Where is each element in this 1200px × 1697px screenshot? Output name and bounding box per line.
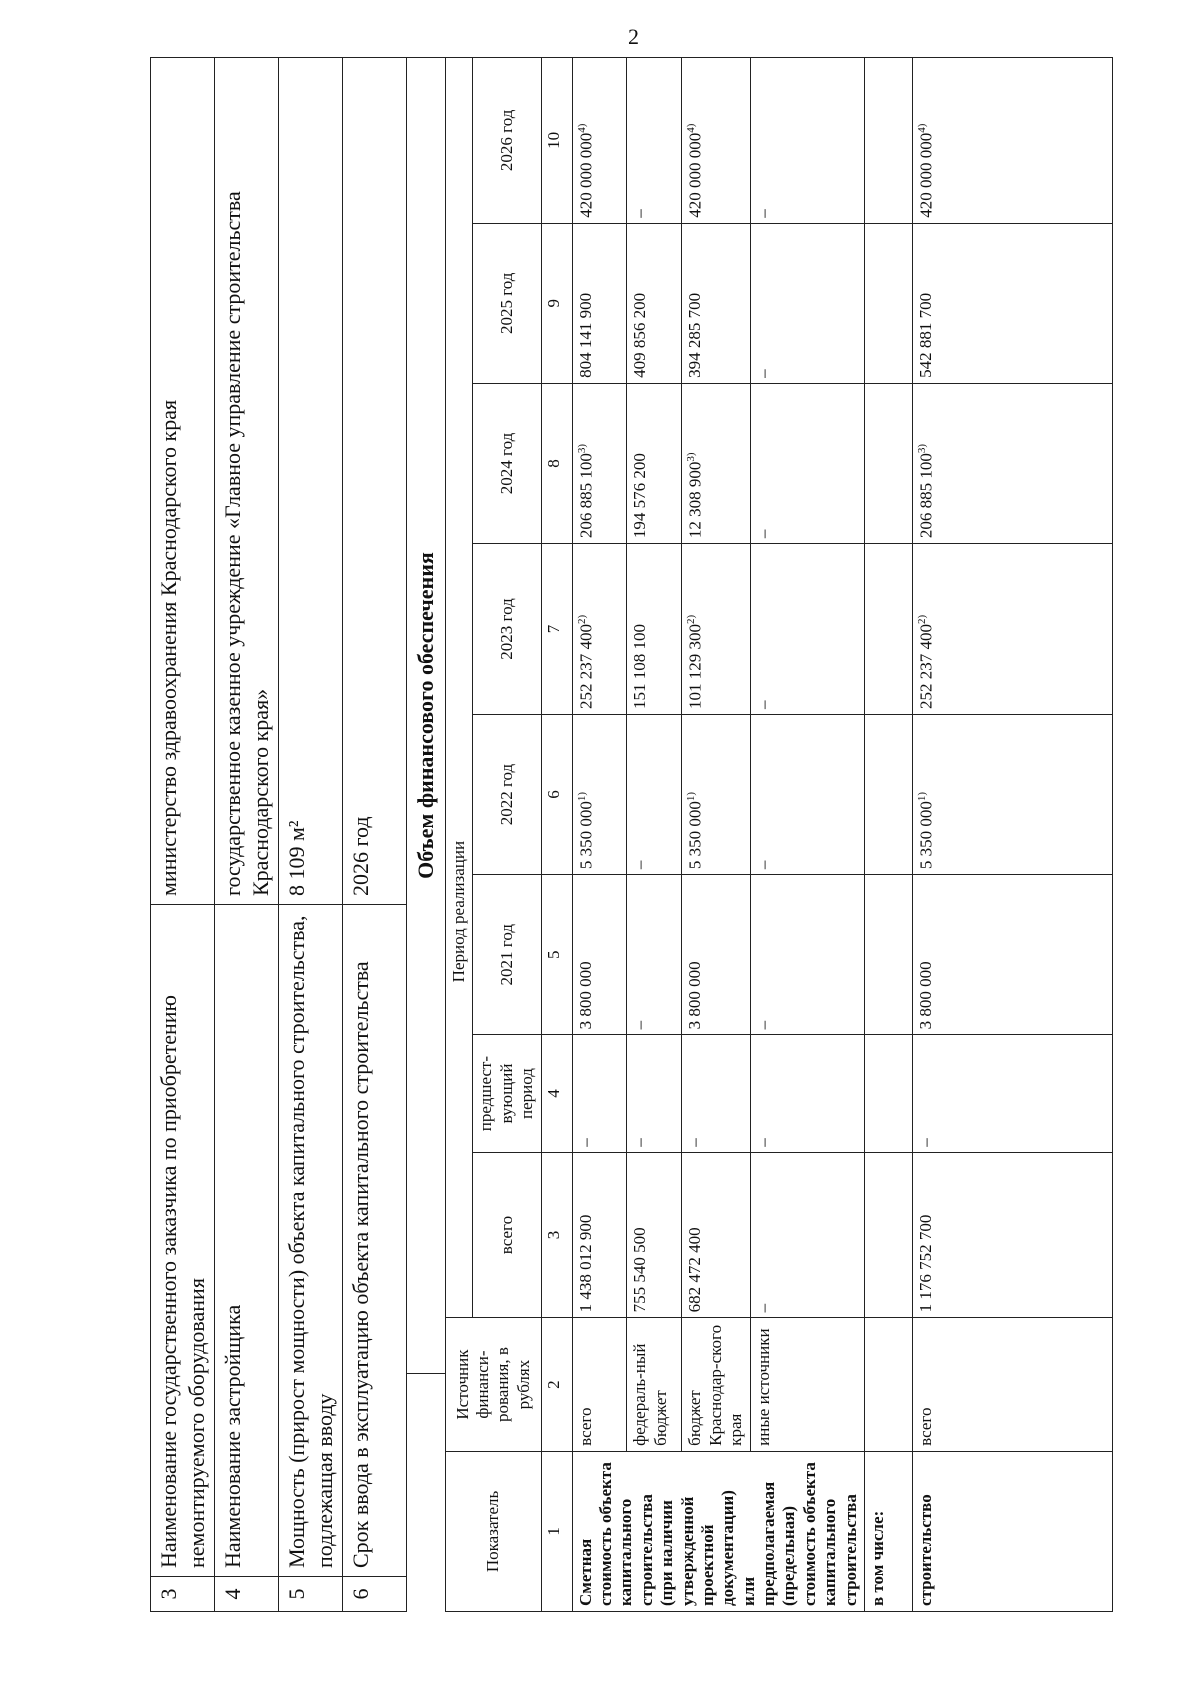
header-source: Источник финанси-рования, в рублях [446, 1318, 542, 1452]
footnote-marker: 4) [685, 123, 698, 133]
header-indicator: Показатель [446, 1451, 542, 1611]
column-index: 2 [541, 1318, 572, 1452]
value-cell: – [627, 714, 682, 874]
value-cell: 206 885 100$^{3)}$ [913, 383, 1113, 543]
source-label: всего [572, 1318, 627, 1452]
header-col: 2024 год [473, 383, 541, 543]
column-index: 1 [541, 1451, 572, 1611]
value-cell: 3 800 000 [913, 875, 1113, 1035]
value-cell: – [751, 223, 865, 383]
header-col: 2021 год [473, 875, 541, 1035]
footnote-marker: 3) [916, 443, 929, 454]
header-col: 2026 год [473, 58, 541, 224]
info-row [151, 58, 215, 1612]
value-cell: – [751, 714, 865, 874]
footnote-marker: 1) [916, 791, 929, 802]
footnote-marker: 3) [575, 443, 588, 454]
header-col: 2025 год [473, 223, 541, 383]
value-cell: – [682, 1035, 751, 1152]
empty-cell [865, 223, 913, 383]
column-index: 10 [541, 58, 572, 224]
header-col: 2023 год [473, 544, 541, 715]
info-label: Наименование государственного заказчика по приобретению немонтируемого оборудования [151, 905, 215, 1577]
value-cell: 682 472 400 [682, 1152, 751, 1318]
empty-cell [865, 875, 913, 1035]
page-number: 2 [628, 24, 639, 49]
value-cell: – [627, 1035, 682, 1152]
source-label: всего [913, 1318, 1113, 1452]
value-cell: 542 881 700 [913, 223, 1113, 383]
table-row [682, 58, 751, 1612]
section-title: Объем финансового обеспечения [407, 57, 445, 1374]
info-label: Наименование застройщика [215, 905, 279, 1577]
value-cell: 420 000 000$^{4)}$ [682, 58, 751, 224]
value-cell: – [751, 383, 865, 543]
value-cell: 194 576 200 [627, 383, 682, 543]
source-label: бюджет Краснодар-ского края [682, 1318, 751, 1452]
value-cell: 3 800 000 [682, 875, 751, 1035]
info-label: Срок ввода в эксплуатацию объекта капитального строительства [343, 905, 407, 1577]
table-row [572, 58, 627, 1612]
footnote-marker: 2) [916, 614, 929, 624]
info-label: Мощность (прирост мощности) объекта капитального строительства, подлежащая вводу [279, 905, 343, 1577]
empty-cell [865, 1318, 913, 1452]
footnote-marker: 1) [685, 791, 698, 802]
header-col: всего [473, 1152, 541, 1318]
value-cell: – [627, 58, 682, 224]
table-row [865, 58, 913, 1612]
empty-cell [865, 58, 913, 224]
column-index: 6 [541, 714, 572, 874]
empty-cell [865, 1152, 913, 1318]
value-cell: – [572, 1035, 627, 1152]
column-index: 7 [541, 544, 572, 715]
info-num: 4 [215, 1577, 279, 1612]
project-info-table [150, 57, 407, 1612]
table-row [913, 58, 1113, 1612]
indicator-label: Сметная стоимость объекта капитального строительства (при наличии утвержденной проектной документации) или предполагаемая (предельная) стоимость объекта капитального строительства [572, 1451, 864, 1611]
source-label: федераль-ный бюджет [627, 1318, 682, 1452]
value-cell: – [627, 875, 682, 1035]
header-period: Период реализации [446, 58, 473, 1318]
column-index: 4 [541, 1035, 572, 1152]
value-cell: – [751, 58, 865, 224]
value-cell: – [751, 1152, 865, 1318]
info-num: 3 [151, 1577, 215, 1612]
info-value: государственное казенное учреждение «Главное управление строительства Краснодарского края» [215, 58, 279, 905]
value-cell: – [751, 544, 865, 715]
value-cell: – [913, 1035, 1113, 1152]
value-cell: 409 856 200 [627, 223, 682, 383]
value-cell: 394 285 700 [682, 223, 751, 383]
header-col: 2022 год [473, 714, 541, 874]
value-cell: 1 438 012 900 [572, 1152, 627, 1318]
value-cell: 206 885 100$^{3)}$ [572, 383, 627, 543]
value-cell: 252 237 400$^{2)}$ [572, 544, 627, 715]
info-row [343, 58, 407, 1612]
empty-cell [865, 544, 913, 715]
value-cell: 804 141 900 [572, 223, 627, 383]
empty-cell [865, 714, 913, 874]
empty-cell [865, 1035, 913, 1152]
info-value: министерство здравоохранения Краснодарского края [151, 58, 215, 905]
value-cell: 151 108 100 [627, 544, 682, 715]
info-value: 2026 год [343, 58, 407, 905]
column-index: 5 [541, 875, 572, 1035]
value-cell: – [751, 875, 865, 1035]
construction-label: строительство [913, 1451, 1113, 1611]
column-index: 3 [541, 1152, 572, 1318]
column-index: 9 [541, 223, 572, 383]
value-cell: 252 237 400$^{2)}$ [913, 544, 1113, 715]
rotated-document-content [150, 57, 1087, 1612]
footnote-marker: 4) [575, 123, 588, 133]
info-num: 5 [279, 1577, 343, 1612]
source-label: иные источники [751, 1318, 865, 1452]
footnote-marker: 2) [685, 614, 698, 624]
header-col: предшест-вующий период [473, 1035, 541, 1152]
value-cell: 12 308 900$^{3)}$ [682, 383, 751, 543]
empty-cell [865, 383, 913, 543]
table-row [751, 58, 865, 1612]
value-cell: 5 350 000$^{1)}$ [572, 714, 627, 874]
footnote-marker: 1) [575, 791, 588, 802]
value-cell: 5 350 000$^{1)}$ [913, 714, 1113, 874]
footnote-marker: 2) [575, 614, 588, 624]
value-cell: 1 176 752 700 [913, 1152, 1113, 1318]
column-index: 8 [541, 383, 572, 543]
value-cell: 420 000 000$^{4)}$ [913, 58, 1113, 224]
footnote-marker: 4) [916, 123, 929, 133]
info-num: 6 [343, 1577, 407, 1612]
table-row [627, 58, 682, 1612]
info-row [215, 58, 279, 1612]
in-that-number-label: в том числе: [865, 1451, 913, 1611]
info-value: 8 109 м² [279, 58, 343, 905]
value-cell: 755 540 500 [627, 1152, 682, 1318]
value-cell: 101 129 300$^{2)}$ [682, 544, 751, 715]
info-row [279, 58, 343, 1612]
financing-table [445, 57, 1113, 1612]
value-cell: – [751, 1035, 865, 1152]
value-cell: 5 350 000$^{1)}$ [682, 714, 751, 874]
footnote-marker: 3) [685, 452, 698, 462]
value-cell: 420 000 000$^{4)}$ [572, 58, 627, 224]
value-cell: 3 800 000 [572, 875, 627, 1035]
